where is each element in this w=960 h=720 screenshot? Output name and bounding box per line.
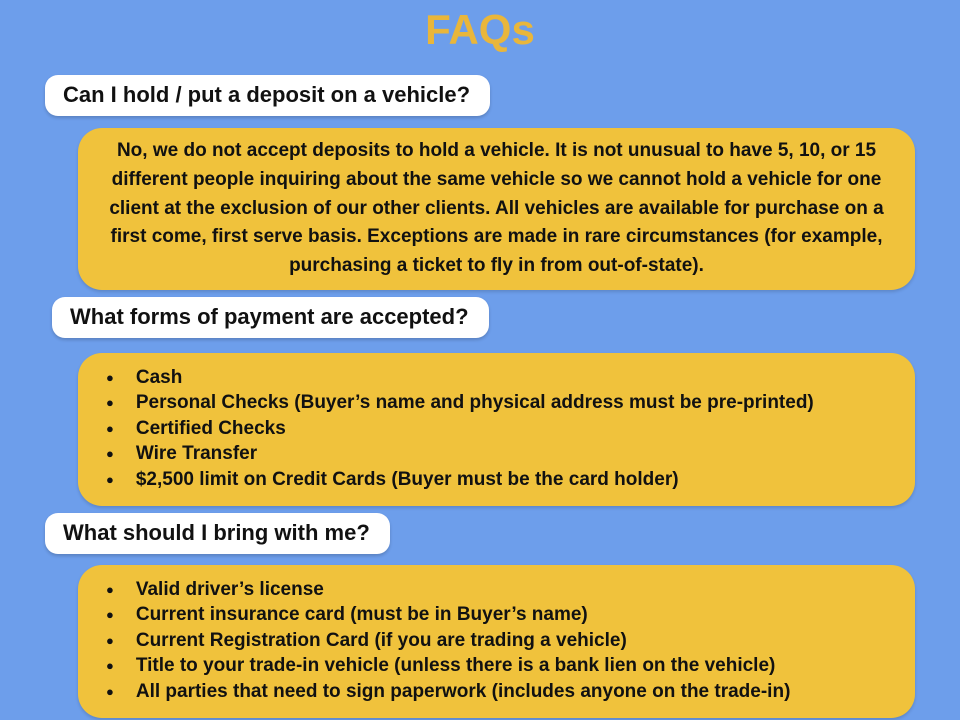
list-item [106,468,895,493]
payment-bullet-list [92,366,895,493]
bullet-icon: ● [106,632,114,648]
question-box-payment [52,297,489,338]
bullet-text: Valid driver’s license [135,579,324,600]
answer-box-deposit [78,128,915,290]
list-item [106,578,895,603]
bullet-icon: ● [106,582,114,597]
answer-box-bring [78,565,915,718]
page-title: FAQs [425,6,535,53]
question-box-deposit [45,75,490,116]
bullet-text: Wire Transfer [135,443,258,465]
bullet-icon: ● [106,658,114,674]
answer-text: No, we do not accept deposits to hold a vehicle. It is not unusual to have 5, 10, or 15 different people inquiring about the same vehicle so we cannot hold a vehicle for one client at the exclusion of our other clients. All vehicles are available for purchase on a first come, first serve basis. Exceptions are made in rare circumstances (for example, purchasing a ticket to fly in from out-of-state). [109,140,884,277]
list-item [106,680,895,705]
list-item [106,391,895,416]
list-item [106,654,895,679]
bullet-text: Personal Checks (Buyer’s name and physical address must be pre-printed) [135,392,814,414]
bullet-icon: ● [106,607,114,623]
bullet-text: Current Registration Card (if you are trading a vehicle) [135,629,627,651]
bullet-text: $2,500 limit on Credit Cards (Buyer must be the card holder) [135,468,679,490]
bullet-icon: ● [106,446,114,462]
question-text: What forms of payment are accepted? [70,304,469,329]
bullet-icon: ● [106,683,114,699]
bullet-text: Title to your trade-in vehicle (unless there is a bank lien on the vehicle) [135,655,776,677]
bullet-text: All parties that need to sign paperwork (includes anyone on the trade-in) [135,680,791,702]
bullet-text: Certified Checks [135,417,286,439]
answer-box-payment [78,353,915,506]
question-text: What should I bring with me? [63,520,370,545]
list-item [106,417,895,442]
bullet-text: Current insurance card (must be in Buyer’s name) [135,604,588,626]
bullet-icon: ● [106,471,114,487]
bring-bullet-list [92,578,895,705]
question-box-bring [45,513,390,554]
list-item [106,629,895,654]
bullet-icon: ● [106,370,114,385]
list-item [106,366,895,391]
bullet-text: Cash [135,367,183,388]
list-item [106,603,895,628]
list-item [106,442,895,467]
bullet-icon: ● [106,420,114,436]
bullet-icon: ● [106,395,114,411]
question-text: Can I hold / put a deposit on a vehicle? [63,82,471,107]
